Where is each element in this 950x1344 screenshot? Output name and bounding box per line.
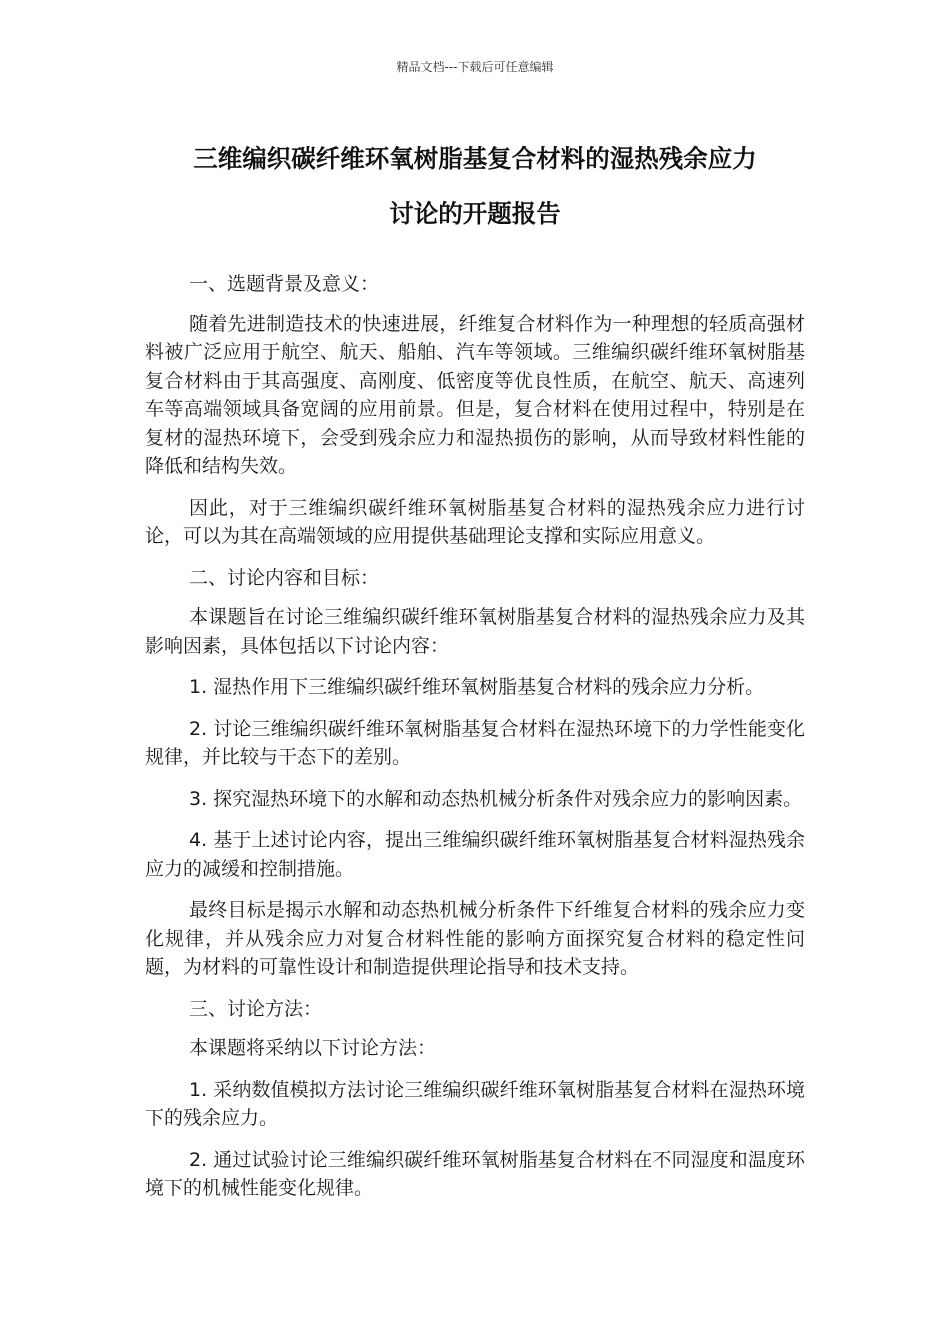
- paragraph-background: 随着先进制造技术的快速进展，纤维复合材料作为一种理想的轻质高强材料被广泛应用于航空、航天、船舶、汽车等领域。三维编织碳纤维环氧树脂基复合材料由于其高强度、高刚度、低密度等优良性质，在航空、航天、高速列车等高端领域具备宽阔的应用前景。但是，复合材料在使用过程中，特别是在复材的湿热环境下，会受到残余应力和湿热损伤的影响，从而导致材料性能的降低和结构失效。: [145, 312, 805, 477]
- list-item-content-2: 2. 讨论三维编织碳纤维环氧树脂基复合材料在湿热环境下的力学性能变化规律，并比较与干态下的差别。: [145, 717, 805, 768]
- section-heading-content-goals: 二、讨论内容和目标：: [189, 566, 380, 589]
- paragraph-significance: 因此，对于三维编织碳纤维环氧树脂基复合材料的湿热残余应力进行讨论，可以为其在高端领域的应用提供基础理论支撑和实际应用意义。: [145, 496, 805, 547]
- paragraph-content-intro: 本课题旨在讨论三维编织碳纤维环氧树脂基复合材料的湿热残余应力及其影响因素，具体包括以下讨论内容：: [145, 606, 805, 657]
- header-note: 精品文档---下载后可任意编辑: [396, 60, 554, 74]
- section-heading-methods: 三、讨论方法：: [189, 997, 323, 1020]
- document-title-line-1: 三维编织碳纤维环氧树脂基复合材料的湿热残余应力: [193, 144, 757, 173]
- list-item-method-1: 1. 采纳数值模拟方法讨论三维编织碳纤维环氧树脂基复合材料在湿热环境下的残余应力。: [145, 1078, 805, 1129]
- paragraph-methods-intro: 本课题将采纳以下讨论方法：: [189, 1037, 437, 1059]
- document-title-line-2: 讨论的开题报告: [389, 199, 561, 228]
- list-item-content-1: 1. 湿热作用下三维编织碳纤维环氧树脂基复合材料的残余应力分析。: [189, 676, 765, 698]
- paragraph-final-goal: 最终目标是揭示水解和动态热机械分析条件下纤维复合材料的残余应力变化规律，并从残余应力对复合材料性能的影响方面探究复合材料的稳定性问题，为材料的可靠性设计和制造提供理论指导和技术支持。: [145, 899, 805, 978]
- list-item-method-2: 2. 通过试验讨论三维编织碳纤维环氧树脂基复合材料在不同湿度和温度环境下的机械性能变化规律。: [145, 1148, 805, 1199]
- document-body: [145, 270, 805, 1216]
- list-item-content-4: 4. 基于上述讨论内容，提出三维编织碳纤维环氧树脂基复合材料湿热残余应力的减缓和控制措施。: [145, 829, 805, 880]
- section-heading-background: 一、选题背景及意义：: [189, 273, 380, 295]
- list-item-content-3: 3. 探究湿热环境下的水解和动态热机械分析条件对残余应力的影响因素。: [189, 787, 803, 810]
